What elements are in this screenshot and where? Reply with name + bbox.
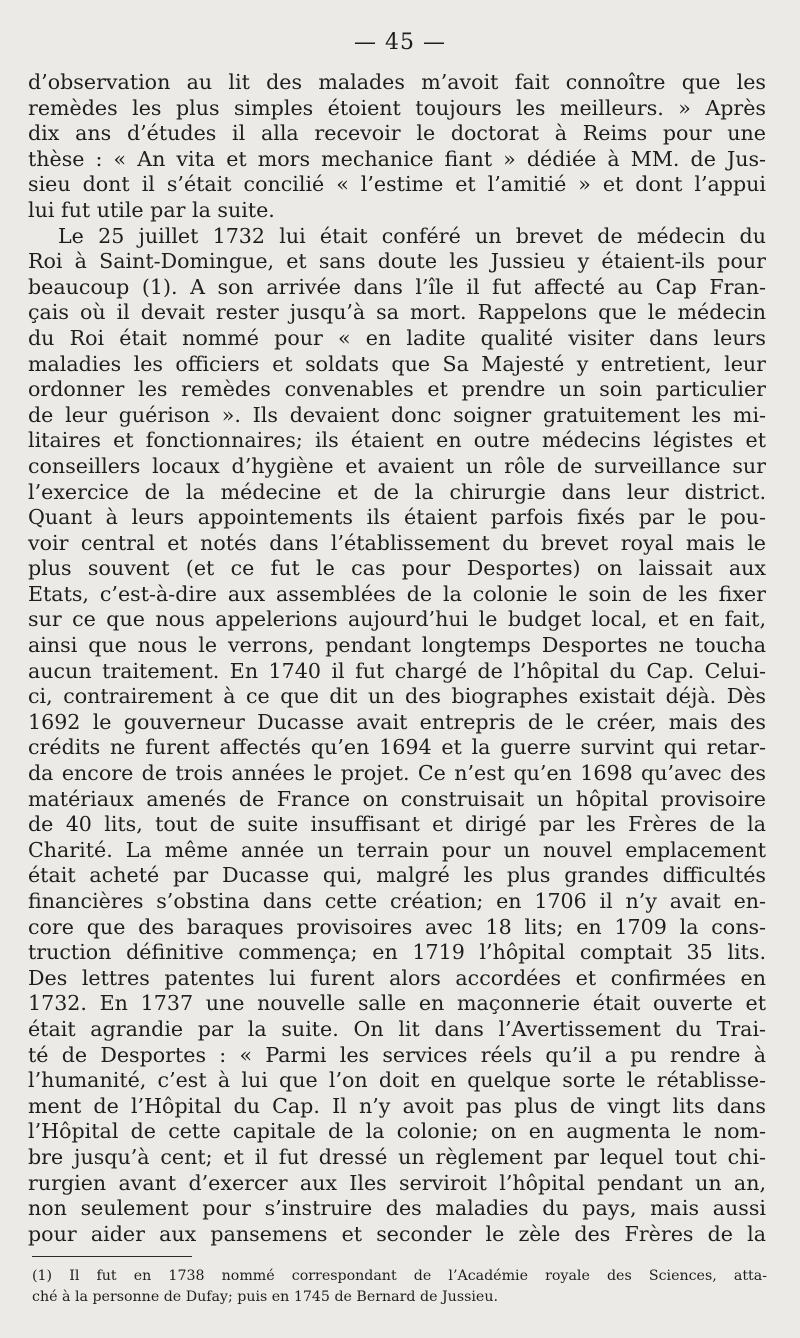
text-line: pour aider aux pansemens et seconder le zèle des Frères de la — [28, 1221, 766, 1246]
text-line: matériaux amenés de France on construisait un hôpital provisoire — [28, 786, 766, 811]
text-line: financières s’obstina dans cette création; en 1706 il n’y avait en- — [28, 889, 766, 913]
text-line: 1692 le gouverneur Ducasse avait entrepris de le créer, mais des — [28, 709, 766, 734]
footnote-line: (1) Il fut en 1738 nommé correspondant de l’Académie royale des Sciences, atta- — [32, 1268, 767, 1284]
text-line: crédits ne furent affectés qu’en 1694 et la guerre survint qui retar- — [28, 735, 766, 760]
text-line: aucun traitement. En 1740 il fut chargé de l’hôpital du Cap. Celui- — [28, 658, 766, 683]
text-line: plus souvent (et ce fut le cas pour Desportes) on laissait aux — [28, 556, 766, 581]
text-line: l’humanité, c’est à lui que l’on doit en quelque sorte le rétablisse- — [28, 1068, 766, 1093]
text-line: Des lettres patentes lui furent alors accordées et confirmées en — [28, 965, 766, 990]
text-line: voir central et notés dans l’établissement du brevet royal mais le — [28, 530, 766, 555]
text-line: té de Desportes : « Parmi les services réels qu’il a pu rendre à — [28, 1042, 766, 1067]
page-number: — 45 — — [354, 30, 446, 55]
text-line: conseillers locaux d’hygiène et avaient un rôle de surveillance sur — [28, 453, 766, 478]
text-line: l’exercice de la médecine et de la chirurgie dans leur district. — [28, 479, 766, 504]
text-line: truction définitive commença; en 1719 l’hôpital comptait 35 lits. — [28, 940, 766, 965]
footnote-divider — [32, 1256, 192, 1257]
text-line: ment de l’Hôpital du Cap. Il n’y avoit pas plus de vingt lits dans — [28, 1093, 766, 1118]
text-line: ci, contrairement à ce que dit un des biographes existait déjà. Dès — [28, 684, 766, 709]
text-line: était agrandie par la suite. On lit dans l’Avertissement du Trai- — [28, 1016, 766, 1041]
text-line: Le 25 juillet 1732 lui était conféré un brevet de médecin du — [58, 223, 766, 248]
text-line: ordonner les remèdes convenables et prendre un soin particulier — [28, 377, 766, 402]
text-line: non seulement pour s’instruire des maladies du pays, mais aussi — [28, 1196, 766, 1221]
text-line: sieu dont il s’était concilié « l’estime et l’amitié » et dont l’appui — [28, 172, 766, 197]
text-line: 1732. En 1737 une nouvelle salle en maçonnerie était ouverte et — [28, 991, 766, 1016]
text-line: l’Hôpital de cette capitale de la colonie; on en augmenta le nom- — [28, 1119, 766, 1144]
text-line: çais où il devait rester jusqu’à sa mort. Rappelons que le médecin — [28, 300, 766, 325]
text-line: da encore de trois années le projet. Ce n’est qu’en 1698 qu’avec des — [28, 761, 766, 786]
text-line: du Roi était nommé pour « en ladite qualité visiter dans leurs — [28, 325, 766, 350]
text-line: dix ans d’études il alla recevoir le doctorat à Reims pour une — [28, 121, 766, 146]
text-line: beaucoup (1). A son arrivée dans l’île il fut affecté au Cap Fran- — [28, 274, 766, 299]
text-line: Charité. La même année un terrain pour un nouvel emplacement — [28, 837, 766, 862]
text-line: Roi à Saint-Domingue, et sans doute les Jussieu y étaient-ils pour — [28, 249, 766, 274]
text-line: Etats, c’est-à-dire aux assemblées de la colonie le soin de les fixer — [28, 581, 766, 606]
text-line: remèdes les plus simples étoient toujours les meilleurs. » Après — [28, 95, 766, 120]
text-line: sur ce que nous appelerions aujourd’hui le budget local, et en fait, — [28, 607, 766, 632]
text-line: maladies les officiers et soldats que Sa Majesté y entretient, leur — [28, 351, 766, 376]
text-line: de leur guérison ». Ils devaient donc soigner gratuitement les mi- — [28, 402, 766, 427]
text-line: ainsi que nous le verrons, pendant longtemps Desportes ne toucha — [28, 633, 766, 658]
text-line: d’observation au lit des malades m’avoit fait connoître que les — [28, 70, 766, 94]
footnote — [32, 1266, 767, 1308]
footnote-line: ché à la personne de Dufay; puis en 1745 de Bernard de Jussieu. — [32, 1289, 498, 1305]
text-line: était acheté par Ducasse qui, malgré les plus grandes difficultés — [28, 863, 766, 888]
text-line: rurgien avant d’exercer aux Iles serviroit l’hôpital pendant un an, — [28, 1170, 766, 1195]
main-text — [28, 70, 766, 1247]
text-line: litaires et fonctionnaires; ils étaient en outre médecins légistes et — [28, 428, 766, 453]
text-line: bre jusqu’à cent; et il fut dressé un règlement par lequel tout chi- — [28, 1144, 766, 1169]
text-line: thèse : « An vita et mors mechanice fiant » dédiée à MM. de Jus- — [28, 146, 766, 171]
text-line: core que des baraques provisoires avec 18 lits; en 1709 la cons- — [28, 914, 766, 939]
text-line: Quant à leurs appointements ils étaient parfois fixés par le pou- — [28, 505, 766, 530]
text-line: lui fut utile par la suite. — [28, 197, 275, 222]
text-line: de 40 lits, tout de suite insuffisant et dirigé par les Frères de la — [28, 812, 766, 837]
